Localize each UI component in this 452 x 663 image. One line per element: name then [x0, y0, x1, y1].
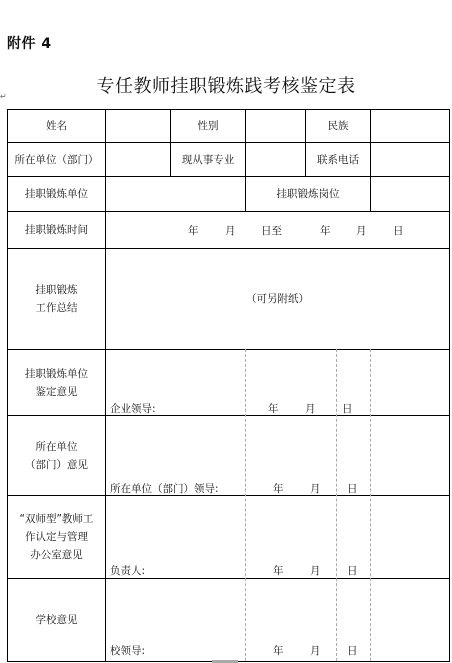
major-label: 现从事专业	[181, 153, 235, 166]
name-field[interactable]	[106, 110, 170, 142]
summary-label-line1: 挂职锻炼	[35, 284, 78, 296]
end-day-label: 日	[393, 225, 404, 237]
date-day-label: 日	[347, 565, 358, 577]
date-day-label: 日	[347, 645, 358, 657]
enterprise-opinion-label	[8, 350, 105, 415]
summary-label	[8, 249, 105, 349]
date-day-label: 日	[342, 403, 353, 415]
training-post-label: 挂职锻炼岗位	[276, 188, 340, 200]
phone-field[interactable]	[371, 143, 449, 176]
dual-teacher-office-line3: 办公室意见	[30, 549, 83, 561]
gender-label: 性别	[197, 120, 219, 132]
enterprise-leader-sign: 企业领导:	[110, 403, 156, 415]
attach-paper-note: （可另附纸）	[246, 293, 309, 305]
start-year-label: 年	[188, 225, 199, 237]
training-post-field[interactable]	[371, 177, 449, 211]
ethnicity-field[interactable]	[371, 110, 449, 142]
dual-teacher-office-line1: “双师型”教师工	[19, 513, 94, 525]
attachment-label: 附件 4	[7, 36, 52, 52]
enterprise-opinion-line2: 鉴定意见	[35, 385, 78, 398]
school-opinion-label: 学校意见	[35, 614, 78, 626]
summary-label-line2: 工作总结	[35, 302, 78, 314]
date-month-label: 月	[310, 645, 321, 657]
school-leader-sign: 校领导:	[110, 645, 146, 657]
start-month-label: 月	[225, 225, 236, 237]
date-year-label: 年	[268, 403, 279, 415]
paragraph-anchor-icon: ↵	[0, 92, 7, 101]
summary-field[interactable]	[106, 249, 449, 349]
enterprise-opinion-line1: 挂职锻炼单位	[25, 367, 88, 380]
form-title: 专任教师挂职锻炼践考核鉴定表	[96, 76, 356, 97]
major-field[interactable]	[246, 143, 305, 176]
department-opinion-line2: （部门）意见	[25, 458, 88, 471]
date-day-label: 日	[347, 483, 358, 495]
training-time-label: 挂职锻炼时间	[25, 224, 88, 236]
date-month-label: 月	[310, 483, 321, 495]
date-month-label: 月	[305, 403, 316, 415]
start-day-to-label: 日至	[261, 225, 282, 237]
department-opinion-label	[8, 416, 105, 495]
end-month-label: 月	[356, 225, 367, 237]
training-unit-label: 挂职锻炼单位	[25, 188, 88, 200]
department-leader-sign: 所在单位（部门）领导:	[110, 483, 219, 495]
gender-field[interactable]	[246, 110, 305, 142]
dual-teacher-office-line2: 作认定与管理	[25, 531, 88, 543]
unit-field[interactable]	[106, 143, 170, 176]
phone-label: 联系电话	[317, 153, 359, 166]
responsible-person-sign: 负责人:	[110, 565, 146, 577]
end-year-label: 年	[320, 225, 331, 237]
table-border-right	[449, 109, 450, 662]
date-year-label: 年	[273, 565, 284, 577]
date-year-label: 年	[273, 483, 284, 495]
ethnicity-label: 民族	[327, 120, 349, 132]
date-month-label: 月	[310, 565, 321, 577]
department-opinion-line1: 所在单位	[35, 440, 78, 453]
date-year-label: 年	[273, 645, 284, 657]
unit-label: 所在单位（部门）	[14, 153, 99, 166]
dual-teacher-office-label	[8, 496, 105, 578]
name-label: 姓名	[46, 120, 67, 132]
training-unit-field[interactable]	[106, 177, 245, 211]
